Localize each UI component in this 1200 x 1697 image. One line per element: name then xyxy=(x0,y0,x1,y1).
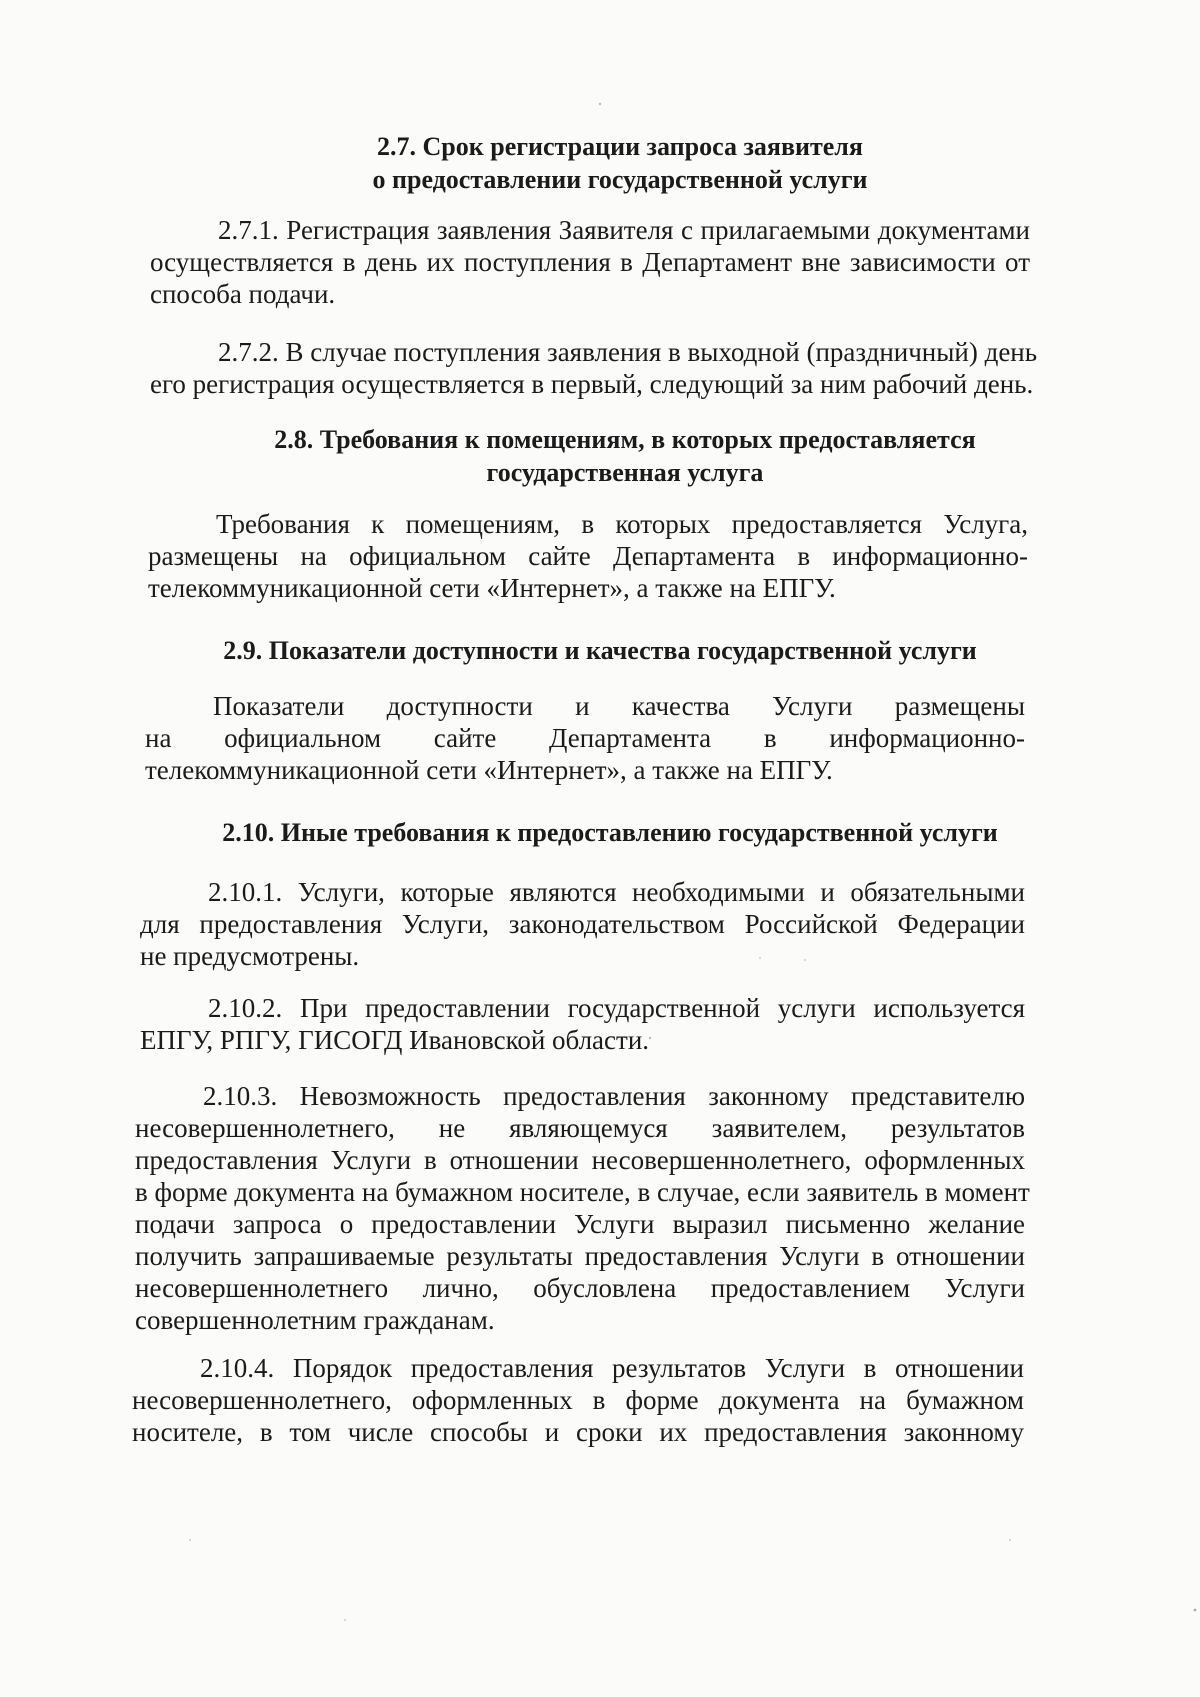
paragraph-line: 2.7.2. В случае поступления заявления в выходной (праздничный) день xyxy=(218,337,1038,367)
paragraph-line: совершеннолетним гражданам. xyxy=(135,1305,495,1335)
paragraph-2-10-4 xyxy=(132,1352,1024,1448)
heading-line: 2.10. Иные требования к предоставлению государственной услуги xyxy=(222,818,998,847)
paragraph-line: предоставления Услуги в отношении несовершеннолетнего, оформленных xyxy=(135,1145,1025,1175)
paragraph-line: Требования к помещениям, в которых предоставляется Услуга, xyxy=(216,509,1028,539)
paragraph-line: несовершеннолетнего лично, обусловлена предоставлением Услуги xyxy=(135,1273,1025,1303)
paragraph-line: телекоммуникационной сети «Интернет», а также на ЕПГУ. xyxy=(148,573,836,603)
heading-line: государственная услуга xyxy=(486,458,764,487)
paragraph-2-7-2 xyxy=(150,336,1038,400)
section-2-7-heading xyxy=(300,130,940,196)
paragraph-line: его регистрация осуществляется в первый, следующий за ним рабочий день. xyxy=(150,369,1034,399)
paragraph-line: 2.10.2. При предоставлении государственной услуги используется xyxy=(208,993,1025,1023)
paragraph-line: подачи запроса о предоставлении Услуги выразил письменно желание xyxy=(135,1209,1025,1239)
paragraph-line: Показатели доступности и качества Услуги размещены xyxy=(213,691,1025,721)
heading-line: 2.8. Требования к помещениям, в которых предоставляется xyxy=(274,425,976,454)
paragraph-2-10-3 xyxy=(135,1080,1030,1336)
paragraph-2-7-1 xyxy=(150,214,1030,310)
section-2-10-heading xyxy=(170,816,1050,849)
paragraph-line: ЕПГУ, РПГУ, ГИСОГД Ивановской области. xyxy=(140,1025,650,1055)
paragraph-line: 2.10.3. Невозможность предоставления законному представителю xyxy=(203,1081,1025,1111)
paragraph-line: 2.7.1. Регистрация заявления Заявителя с прилагаемыми документами xyxy=(218,215,1030,245)
paragraph-line: размещены на официальном сайте Департамента в информационно- xyxy=(148,541,1028,571)
heading-line: 2.7. Срок регистрации запроса заявителя xyxy=(377,132,863,161)
paragraph-line: несовершеннолетнего, не являющемуся заявителем, результатов xyxy=(135,1113,1025,1143)
paragraph-line: не предусмотрены. xyxy=(140,941,360,971)
paragraph-line: 2.10.1. Услуги, которые являются необходимыми и обязательными xyxy=(208,877,1025,907)
paragraph-line: осуществляется в день их поступления в Департамент вне зависимости от xyxy=(150,247,1030,277)
paragraph-line: на официальном сайте Департамента в информационно- xyxy=(145,723,1025,753)
paragraph-line: несовершеннолетнего, оформленных в форме документа на бумажном xyxy=(132,1385,1024,1415)
paragraph-line: 2.10.4. Порядок предоставления результатов Услуги в отношении xyxy=(200,1353,1024,1383)
paragraph-line: для предоставления Услуги, законодательством Российской Федерации xyxy=(140,909,1025,939)
paragraph-2-10-2 xyxy=(140,992,1025,1056)
section-2-8-heading xyxy=(230,423,1020,489)
paragraph-2-10-1 xyxy=(140,876,1025,972)
paragraph-line: носителе, в том числе способы и сроки их предоставления законному xyxy=(132,1417,1024,1447)
paragraph-line: получить запрашиваемые результаты предоставления Услуги в отношении xyxy=(135,1241,1025,1271)
heading-line: 2.9. Показатели доступности и качества государственной услуги xyxy=(223,636,977,665)
paragraph-line: способа подачи. xyxy=(150,279,336,309)
heading-line: о предоставлении государственной услуги xyxy=(372,165,868,194)
paragraph-line: телекоммуникационной сети «Интернет», а также на ЕПГУ. xyxy=(145,755,833,785)
paragraph-line: в форме документа на бумажном носителе, в случае, если заявитель в момент xyxy=(135,1177,1030,1207)
paragraph-2-8 xyxy=(148,508,1028,604)
section-2-9-heading xyxy=(180,634,1020,667)
paragraph-2-9 xyxy=(145,690,1025,786)
